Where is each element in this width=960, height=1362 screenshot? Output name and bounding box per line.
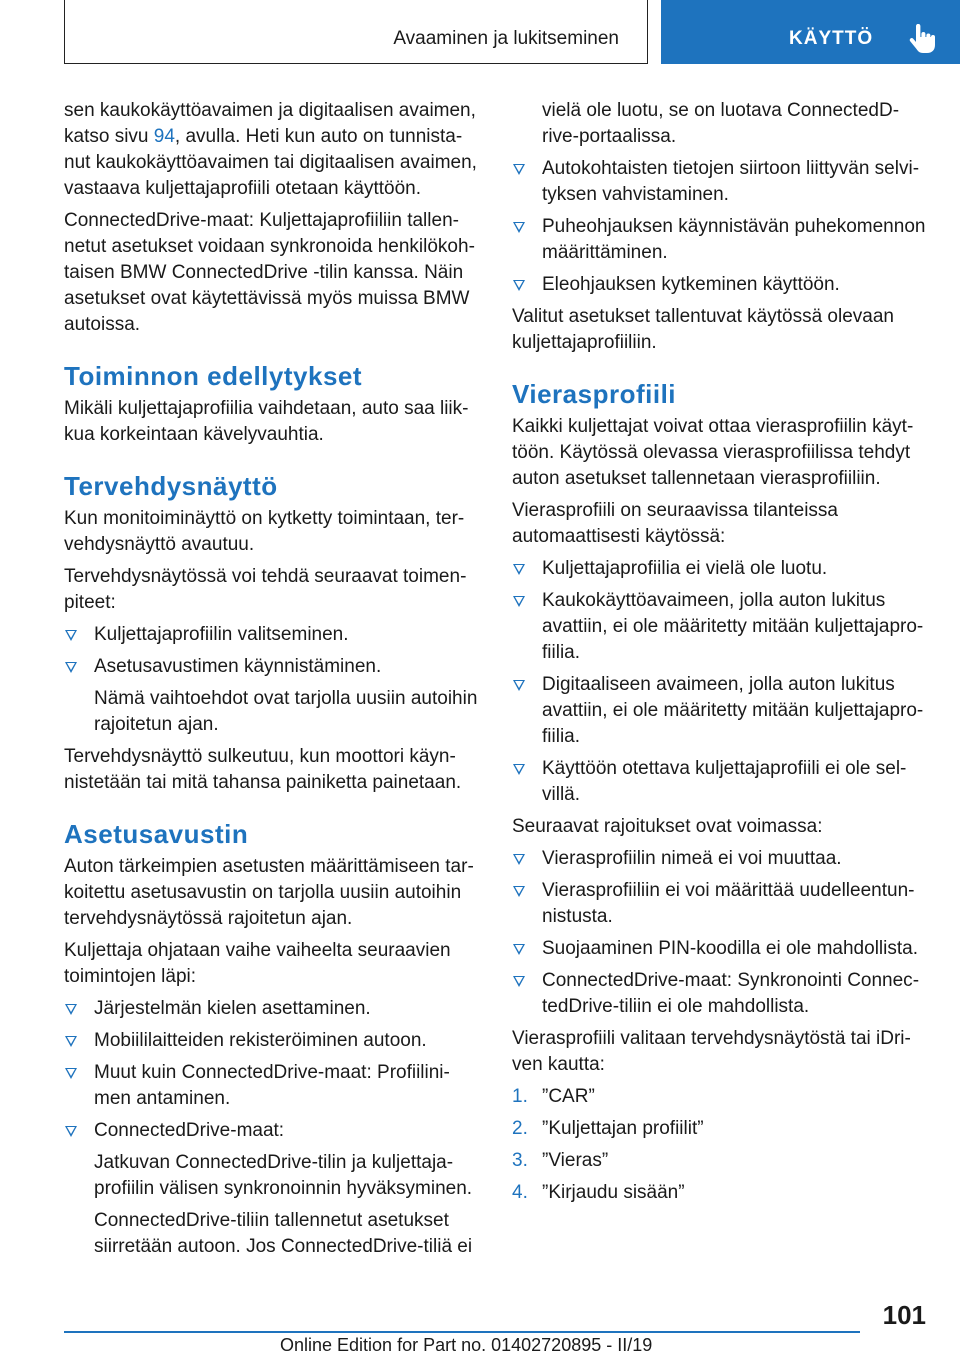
list-item: Vierasprofiilin nimeä ei voi muuttaa. xyxy=(512,846,928,872)
bullet-triangle-icon xyxy=(513,854,525,865)
paragraph: Vierasprofiili valitaan tervehdysnäytöstä tai iDriven kautta: xyxy=(512,1028,911,1075)
step-number: 2. xyxy=(512,1118,528,1139)
bullet-triangle-icon xyxy=(513,886,525,897)
paragraph: Tervehdysnäytössä voi tehdä seuraavat toimenpiteet: xyxy=(64,566,467,613)
list-item: Suojaaminen PIN-koodilla ei ole mahdollista. xyxy=(512,936,928,962)
list-item: Kuljettajaprofiilia ei vielä ole luotu. xyxy=(512,556,928,582)
step-text: ”Kuljettajan profiilit” xyxy=(542,1118,704,1139)
header-section-box xyxy=(64,0,648,64)
step-item xyxy=(512,1116,928,1142)
bullet-triangle-icon xyxy=(513,222,525,233)
list-item: Kuljettajaprofiilin valitseminen. xyxy=(64,622,480,648)
paragraph: Tervehdysnäyttö sulkeutuu, kun moottori käynnistetään tai mitä tahansa painiketta painetaan. xyxy=(64,746,462,793)
bullet-triangle-icon xyxy=(65,1036,77,1047)
list-item-note: Nämä vaihtoehdot ovat tarjolla uusiin autoihin rajoitetun ajan. xyxy=(94,688,478,735)
chapter-tab-label: KÄYTTÖ xyxy=(789,28,874,49)
bullet-triangle-icon xyxy=(513,680,525,691)
step-number: 3. xyxy=(512,1150,528,1171)
step-item xyxy=(512,1180,928,1206)
paragraph: Kaikki kuljettajat voivat ottaa vierasprofiilin käyttöön. Käytössä olevassa vierasprofiilissa tehdyt auton asetukset tallennetaan vierasprofiiliin. xyxy=(512,416,914,489)
list-item: Asetusavustimen käynnistäminen. xyxy=(64,654,480,680)
step-number: 1. xyxy=(512,1086,528,1107)
list-item: Kaukokäyttöavaimeen, jolla auton lukitus avattiin, ei ole määritetty mitään kuljettajaprofiilia. xyxy=(512,588,928,666)
footer-edition-text: Online Edition for Part no. 01402720895 - II/19 xyxy=(280,1335,653,1355)
list-item: Mobiililaitteiden rekisteröiminen autoon. xyxy=(64,1028,480,1054)
bullet-triangle-icon xyxy=(65,1068,77,1079)
heading-toiminnon-edellytykset: Toiminnon edellytykset xyxy=(64,361,363,391)
list-item-note: Jatkuvan ConnectedDrive-tilin ja kuljettajaprofiilin välisen synkronoinnin hyväksyminen. xyxy=(94,1152,473,1199)
step-item xyxy=(512,1148,928,1174)
left-column xyxy=(64,98,480,1266)
bullet-triangle-icon xyxy=(65,1126,77,1137)
bullet-triangle-icon xyxy=(513,564,525,575)
bullet-triangle-icon xyxy=(513,280,525,291)
page-number: 101 xyxy=(882,1300,926,1330)
step-text: ”Kirjaudu sisään” xyxy=(542,1182,685,1203)
list-item: Järjestelmän kielen asettaminen. xyxy=(64,996,480,1022)
right-column xyxy=(512,98,928,1212)
step-item xyxy=(512,1084,928,1110)
list-item: Digitaaliseen avaimeen, jolla auton lukitus avattiin, ei ole määritetty mitään kuljettajaprofiilia. xyxy=(512,672,928,750)
list-item: Autokohtaisten tietojen siirtoon liittyvän selvityksen vahvistaminen. xyxy=(512,156,928,208)
footer-divider xyxy=(64,1331,860,1333)
paragraph: Seuraavat rajoitukset ovat voimassa: xyxy=(512,816,823,837)
bullet-triangle-icon xyxy=(513,944,525,955)
list-item-note: ConnectedDrive-tiliin tallennetut asetukset siirretään autoon. Jos ConnectedDrive-tiliä ei xyxy=(94,1210,473,1257)
paragraph: Valitut asetukset tallentuvat käytössä olevaan kuljettajaprofiiliin. xyxy=(512,306,894,353)
heading-tervehdysnaytto: Tervehdysnäyttö xyxy=(64,471,278,501)
list-item: Käyttöön otettava kuljettajaprofiili ei ole selvillä. xyxy=(512,756,928,808)
heading-vierasprofiili: Vierasprofiili xyxy=(512,379,677,409)
step-text: ”CAR” xyxy=(542,1086,595,1107)
list-item: Eleohjauksen kytkeminen käyttöön. xyxy=(512,272,928,298)
heading-asetusavustin: Asetusavustin xyxy=(64,819,249,849)
list-item: Puheohjauksen käynnistävän puhekomennon määrittäminen. xyxy=(512,214,928,266)
hand-pointer-icon xyxy=(907,24,935,54)
bullet-triangle-icon xyxy=(65,662,77,673)
bullet-triangle-icon xyxy=(65,630,77,641)
bullet-triangle-icon xyxy=(65,1004,77,1015)
chapter-tab[interactable] xyxy=(661,0,960,64)
paragraph: Vierasprofiili on seuraavissa tilanteissa automaattisesti käytössä: xyxy=(512,500,838,547)
bullet-triangle-icon xyxy=(513,596,525,607)
list-item: ConnectedDrive-maat: xyxy=(64,1118,480,1144)
paragraph: Kun monitoiminäyttö on kytketty toimintaan, tervehdysnäyttö avautuu. xyxy=(64,508,465,555)
paragraph: Auton tärkeimpien asetusten määrittämiseen tarkoitettu asetusavustin on tarjolla uusiin autoihin tervehdysnäytössä rajoitetun ajan. xyxy=(64,856,474,929)
intro-paragraph-1: sen kaukokäyttöavaimen ja digitaalisen avaimen, katso sivu 94, avulla. Heti kun auto on tunnistanut kaukokäyttöavaimen tai digitaalisen avaimen, vastaava kuljettajaprofiili otetaan käyttöön. xyxy=(64,100,477,199)
section-title: Avaaminen ja lukitseminen xyxy=(393,28,619,49)
paragraph: Kuljettaja ohjataan vaihe vaiheelta seuraavien toimintojen läpi: xyxy=(64,940,451,987)
list-item-note: vielä ole luotu, se on luotava ConnectedDrive-portaalissa. xyxy=(542,100,900,147)
list-item: ConnectedDrive-maat: Synkronointi ConnectedDrive-tiliin ei ole mahdollista. xyxy=(512,968,928,1020)
paragraph: Mikäli kuljettajaprofiilia vaihdetaan, auto saa liikkua korkeintaan kävelyvauhtia. xyxy=(64,398,469,445)
bullet-triangle-icon xyxy=(513,764,525,775)
list-item: Muut kuin ConnectedDrive-maat: Profiilinimen antaminen. xyxy=(64,1060,480,1112)
page-link-94[interactable]: 94 xyxy=(153,126,175,147)
bullet-triangle-icon xyxy=(513,164,525,175)
bullet-triangle-icon xyxy=(513,976,525,987)
step-text: ”Vieras” xyxy=(542,1150,609,1171)
step-number: 4. xyxy=(512,1182,528,1203)
intro-paragraph-2: ConnectedDrive-maat: Kuljettajaprofiiliin tallennetut asetukset voidaan synkronoida henkilökohtaisen BMW ConnectedDrive -tilin kanssa. Näin asetukset ovat käytettävissä myös muissa BMW autoissa. xyxy=(64,210,475,335)
list-item: Vierasprofiiliin ei voi määrittää uudelleentunnistusta. xyxy=(512,878,928,930)
